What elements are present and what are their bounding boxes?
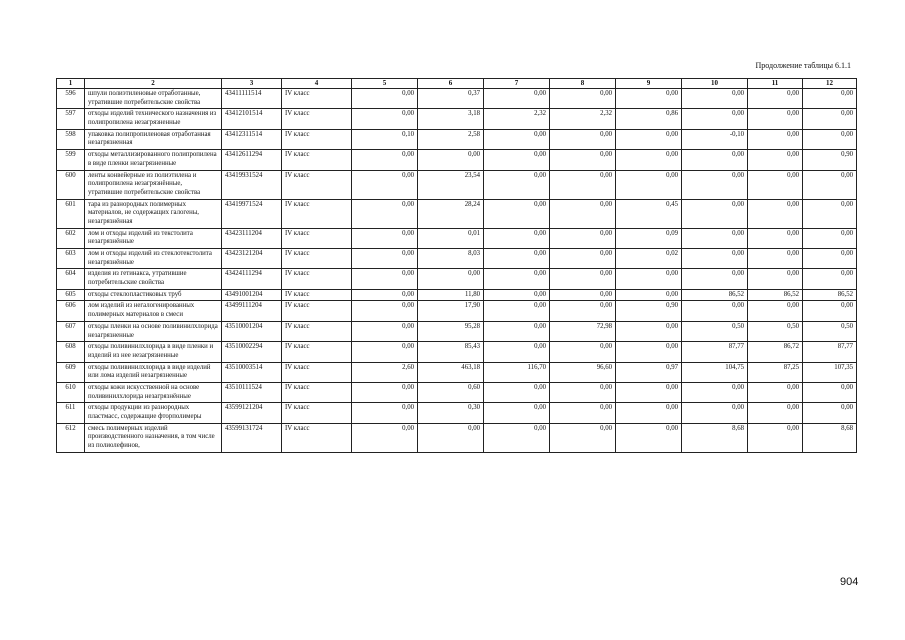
value-col-8: 0,00 (550, 199, 616, 228)
value-col-9: 0,00 (616, 89, 682, 109)
waste-name: смесь полимерных изделий производственного назначения, в том числе из полиолефинов, (85, 423, 222, 452)
table-row (57, 289, 857, 301)
value-col-9: 0,02 (616, 249, 682, 269)
row-number: 597 (57, 109, 85, 129)
waste-name: тара из разнородных полимерных материалов, не содержащих галогены, незагрязнённая (85, 199, 222, 228)
value-col-10: 87,77 (682, 342, 748, 362)
column-header: 4 (282, 79, 352, 89)
value-col-11: 0,00 (748, 129, 803, 149)
value-col-5: 0,00 (352, 109, 418, 129)
value-col-12: 0,00 (803, 170, 857, 199)
value-col-5: 0,00 (352, 269, 418, 289)
column-header: 6 (418, 79, 484, 89)
waste-name: отходы кожи искусственной на основе поливинилхлорида незагрязнённые (85, 382, 222, 402)
value-col-8: 0,00 (550, 89, 616, 109)
fkko-code: 43419971524 (222, 199, 282, 228)
value-col-12: 107,35 (803, 362, 857, 382)
row-number: 608 (57, 342, 85, 362)
table-row (57, 382, 857, 402)
hazard-class: IV класс (282, 269, 352, 289)
column-header: 7 (484, 79, 550, 89)
value-col-10: 86,52 (682, 289, 748, 301)
value-col-5: 0,00 (352, 249, 418, 269)
value-col-5: 0,00 (352, 199, 418, 228)
value-col-11: 0,00 (748, 423, 803, 452)
value-col-11: 86,72 (748, 342, 803, 362)
value-col-12: 86,52 (803, 289, 857, 301)
value-col-12: 0,00 (803, 249, 857, 269)
value-col-6: 17,90 (418, 301, 484, 321)
value-col-6: 0,60 (418, 382, 484, 402)
value-col-5: 0,00 (352, 150, 418, 170)
value-col-12: 8,68 (803, 423, 857, 452)
value-col-8: 0,00 (550, 249, 616, 269)
value-col-8: 0,00 (550, 403, 616, 423)
value-col-7: 0,00 (484, 129, 550, 149)
table-row (57, 249, 857, 269)
value-col-11: 0,00 (748, 150, 803, 170)
table-row (57, 89, 857, 109)
table-row (57, 301, 857, 321)
hazard-class: IV класс (282, 89, 352, 109)
table-row (57, 150, 857, 170)
fkko-code: 43424111294 (222, 269, 282, 289)
value-col-7: 0,00 (484, 289, 550, 301)
waste-name: отходы продукции из разнородных пластмасс, содержащие фторполимеры (85, 403, 222, 423)
value-col-10: 0,00 (682, 109, 748, 129)
value-col-6: 95,28 (418, 321, 484, 341)
value-col-6: 0,00 (418, 423, 484, 452)
value-col-10: 0,00 (682, 150, 748, 170)
table-row (57, 423, 857, 452)
hazard-class: IV класс (282, 382, 352, 402)
table-row (57, 199, 857, 228)
column-header: 12 (803, 79, 857, 89)
value-col-10: 0,00 (682, 382, 748, 402)
value-col-8: 0,00 (550, 382, 616, 402)
value-col-9: 0,00 (616, 289, 682, 301)
hazard-class: IV класс (282, 228, 352, 248)
value-col-8: 72,98 (550, 321, 616, 341)
value-col-11: 0,00 (748, 109, 803, 129)
waste-name: лом и отходы изделий из текстолита незагрязнённые (85, 228, 222, 248)
hazard-class: IV класс (282, 301, 352, 321)
value-col-10: 0,50 (682, 321, 748, 341)
value-col-12: 0,00 (803, 89, 857, 109)
value-col-5: 0,00 (352, 170, 418, 199)
hazard-class: IV класс (282, 289, 352, 301)
value-col-7: 0,00 (484, 382, 550, 402)
fkko-code: 43423121204 (222, 249, 282, 269)
value-col-10: 0,00 (682, 89, 748, 109)
value-col-10: 0,00 (682, 269, 748, 289)
value-col-6: 0,37 (418, 89, 484, 109)
value-col-11: 0,00 (748, 301, 803, 321)
waste-name: отходы поливинилхлорида в виде пленки и изделий из нее незагрязненные (85, 342, 222, 362)
hazard-class: IV класс (282, 362, 352, 382)
fkko-code: 43412311514 (222, 129, 282, 149)
fkko-code: 43423111204 (222, 228, 282, 248)
table-row (57, 129, 857, 149)
value-col-6: 8,03 (418, 249, 484, 269)
header-row (57, 79, 857, 89)
table-row (57, 403, 857, 423)
value-col-11: 87,25 (748, 362, 803, 382)
waste-name: отходы стеклопластиковых труб (85, 289, 222, 301)
value-col-5: 0,00 (352, 228, 418, 248)
value-col-9: 0,00 (616, 269, 682, 289)
value-col-12: 0,50 (803, 321, 857, 341)
table-row (57, 109, 857, 129)
value-col-10: 0,00 (682, 199, 748, 228)
value-col-7: 0,00 (484, 199, 550, 228)
row-number: 605 (57, 289, 85, 301)
value-col-9: 0,00 (616, 150, 682, 170)
row-number: 612 (57, 423, 85, 452)
value-col-9: 0,90 (616, 301, 682, 321)
value-col-7: 116,70 (484, 362, 550, 382)
value-col-8: 0,00 (550, 289, 616, 301)
table-row (57, 362, 857, 382)
value-col-11: 0,00 (748, 269, 803, 289)
fkko-code: 43599121204 (222, 403, 282, 423)
fkko-code: 43510001204 (222, 321, 282, 341)
value-col-9: 0,00 (616, 321, 682, 341)
value-col-11: 0,00 (748, 403, 803, 423)
column-header: 2 (85, 79, 222, 89)
value-col-12: 0,00 (803, 403, 857, 423)
fkko-code: 43510111524 (222, 382, 282, 402)
value-col-11: 0,50 (748, 321, 803, 341)
value-col-6: 0,30 (418, 403, 484, 423)
waste-name: шпули полиэтиленовые отработанные, утратившие потребительские свойства (85, 89, 222, 109)
value-col-5: 0,00 (352, 301, 418, 321)
value-col-7: 0,00 (484, 150, 550, 170)
value-col-12: 87,77 (803, 342, 857, 362)
column-header: 9 (616, 79, 682, 89)
value-col-7: 0,00 (484, 342, 550, 362)
fkko-code: 43419931524 (222, 170, 282, 199)
value-col-6: 0,01 (418, 228, 484, 248)
value-col-6: 2,58 (418, 129, 484, 149)
row-number: 604 (57, 269, 85, 289)
value-col-7: 0,00 (484, 89, 550, 109)
value-col-5: 0,00 (352, 289, 418, 301)
value-col-5: 0,00 (352, 342, 418, 362)
value-col-9: 0,00 (616, 382, 682, 402)
value-col-11: 86,52 (748, 289, 803, 301)
value-col-5: 0,10 (352, 129, 418, 149)
value-col-6: 11,80 (418, 289, 484, 301)
value-col-11: 0,00 (748, 199, 803, 228)
hazard-class: IV класс (282, 150, 352, 170)
fkko-code: 43411111514 (222, 89, 282, 109)
value-col-10: 0,00 (682, 170, 748, 199)
hazard-class: IV класс (282, 249, 352, 269)
value-col-8: 0,00 (550, 170, 616, 199)
value-col-8: 0,00 (550, 150, 616, 170)
waste-name: ленты конвейерные из полиэтилена и полипропилена незагрязнённые, утратившие потребительские свойства (85, 170, 222, 199)
value-col-8: 0,00 (550, 342, 616, 362)
value-col-7: 0,00 (484, 269, 550, 289)
value-col-6: 463,18 (418, 362, 484, 382)
waste-name: лом и отходы изделий из стеклотекстолита незагрязнённые (85, 249, 222, 269)
waste-name: лом изделий из негалогенированных полимерных материалов в смеси (85, 301, 222, 321)
table-row (57, 269, 857, 289)
value-col-9: 0,00 (616, 342, 682, 362)
value-col-8: 2,32 (550, 109, 616, 129)
row-number: 610 (57, 382, 85, 402)
value-col-7: 0,00 (484, 249, 550, 269)
table-row (57, 170, 857, 199)
value-col-10: 0,00 (682, 228, 748, 248)
value-col-12: 0,00 (803, 109, 857, 129)
value-col-9: 0,00 (616, 129, 682, 149)
fkko-code: 43491001204 (222, 289, 282, 301)
value-col-5: 2,60 (352, 362, 418, 382)
value-col-7: 2,32 (484, 109, 550, 129)
value-col-8: 0,00 (550, 228, 616, 248)
value-col-7: 0,00 (484, 321, 550, 341)
value-col-8: 0,00 (550, 301, 616, 321)
row-number: 596 (57, 89, 85, 109)
value-col-7: 0,00 (484, 228, 550, 248)
value-col-9: 0,97 (616, 362, 682, 382)
value-col-6: 0,00 (418, 150, 484, 170)
value-col-12: 0,00 (803, 129, 857, 149)
column-header: 1 (57, 79, 85, 89)
row-number: 600 (57, 170, 85, 199)
hazard-class: IV класс (282, 403, 352, 423)
row-number: 611 (57, 403, 85, 423)
waste-name: упаковка полипропиленовая отработанная незагрязненная (85, 129, 222, 149)
hazard-class: IV класс (282, 109, 352, 129)
table-row (57, 321, 857, 341)
hazard-class: IV класс (282, 321, 352, 341)
row-number: 602 (57, 228, 85, 248)
value-col-9: 0,00 (616, 423, 682, 452)
table-continuation-caption: Продолжение таблицы 6.1.1 (755, 61, 851, 70)
fkko-code: 43412611294 (222, 150, 282, 170)
row-number: 599 (57, 150, 85, 170)
waste-name: отходы поливинилхлорида в виде изделий или лома изделий незагрязненные (85, 362, 222, 382)
value-col-6: 85,43 (418, 342, 484, 362)
value-col-12: 0,00 (803, 199, 857, 228)
value-col-10: 0,00 (682, 403, 748, 423)
waste-name: изделия из гетинакса, утратившие потребительские свойства (85, 269, 222, 289)
value-col-7: 0,00 (484, 423, 550, 452)
row-number: 598 (57, 129, 85, 149)
value-col-9: 0,45 (616, 199, 682, 228)
value-col-5: 0,00 (352, 423, 418, 452)
fkko-code: 43599131724 (222, 423, 282, 452)
value-col-11: 0,00 (748, 89, 803, 109)
value-col-12: 0,00 (803, 382, 857, 402)
column-header: 3 (222, 79, 282, 89)
table-row (57, 228, 857, 248)
waste-name: отходы изделий технического назначения из полипропилена незагрязненные (85, 109, 222, 129)
fkko-code: 43510003514 (222, 362, 282, 382)
value-col-10: 0,00 (682, 249, 748, 269)
value-col-9: 0,00 (616, 403, 682, 423)
value-col-7: 0,00 (484, 170, 550, 199)
value-col-8: 0,00 (550, 269, 616, 289)
waste-name: отходы металлизированного полипропилена в виде пленки незагрязненные (85, 150, 222, 170)
row-number: 601 (57, 199, 85, 228)
value-col-7: 0,00 (484, 403, 550, 423)
value-col-9: 0,09 (616, 228, 682, 248)
value-col-11: 0,00 (748, 249, 803, 269)
value-col-12: 0,00 (803, 269, 857, 289)
row-number: 606 (57, 301, 85, 321)
value-col-10: 0,00 (682, 301, 748, 321)
value-col-12: 0,90 (803, 150, 857, 170)
value-col-9: 0,00 (616, 170, 682, 199)
value-col-5: 0,00 (352, 382, 418, 402)
value-col-10: 104,75 (682, 362, 748, 382)
column-header: 5 (352, 79, 418, 89)
value-col-5: 0,00 (352, 89, 418, 109)
fkko-code: 43412101514 (222, 109, 282, 129)
value-col-8: 0,00 (550, 129, 616, 149)
column-header: 11 (748, 79, 803, 89)
value-col-6: 3,18 (418, 109, 484, 129)
hazard-class: IV класс (282, 170, 352, 199)
value-col-11: 0,00 (748, 382, 803, 402)
hazard-class: IV класс (282, 423, 352, 452)
value-col-9: 0,86 (616, 109, 682, 129)
hazard-class: IV класс (282, 129, 352, 149)
value-col-7: 0,00 (484, 301, 550, 321)
page-number: 904 (840, 576, 859, 588)
table-row (57, 342, 857, 362)
waste-name: отходы пленки на основе поливинилхлорида незагрязненные (85, 321, 222, 341)
value-col-5: 0,00 (352, 321, 418, 341)
column-header: 8 (550, 79, 616, 89)
value-col-11: 0,00 (748, 170, 803, 199)
fkko-code: 43499111204 (222, 301, 282, 321)
value-col-5: 0,00 (352, 403, 418, 423)
value-col-12: 0,00 (803, 228, 857, 248)
hazard-class: IV класс (282, 199, 352, 228)
value-col-6: 23,54 (418, 170, 484, 199)
value-col-11: 0,00 (748, 228, 803, 248)
value-col-8: 96,60 (550, 362, 616, 382)
row-number: 609 (57, 362, 85, 382)
row-number: 607 (57, 321, 85, 341)
row-number: 603 (57, 249, 85, 269)
value-col-6: 28,24 (418, 199, 484, 228)
column-header: 10 (682, 79, 748, 89)
value-col-12: 0,00 (803, 301, 857, 321)
value-col-10: -0,10 (682, 129, 748, 149)
waste-table (56, 78, 857, 453)
value-col-6: 0,00 (418, 269, 484, 289)
value-col-8: 0,00 (550, 423, 616, 452)
fkko-code: 43510002294 (222, 342, 282, 362)
hazard-class: IV класс (282, 342, 352, 362)
value-col-10: 8,68 (682, 423, 748, 452)
